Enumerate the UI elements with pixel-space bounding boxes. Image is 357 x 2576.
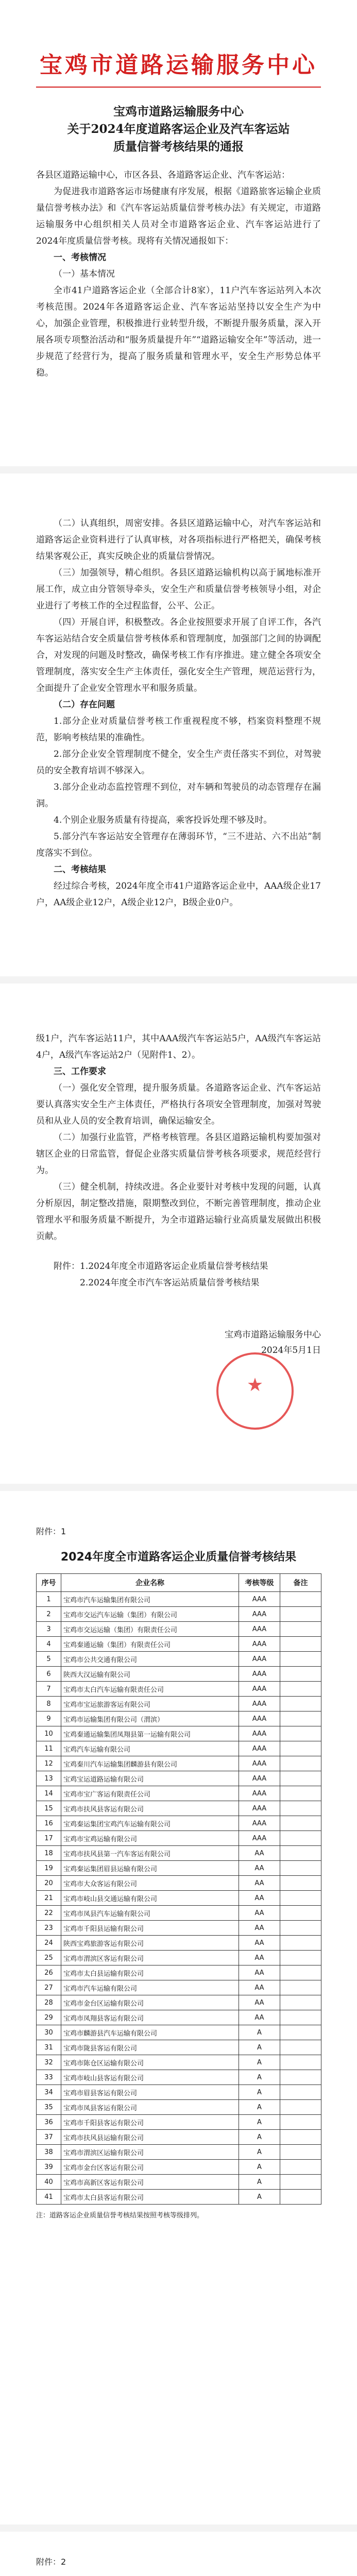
paragraph-3: （三）加强领导，精心组织。各县区道路运输机构以高于属地标准开展工作，成立由分管领导牵头，安全生产和质量信誉考核领导小组，对企业进行了考核工作的全过程监督，公平、公正。 [36, 568, 321, 611]
row-grade: A [239, 2130, 280, 2145]
row-remark [280, 1801, 321, 1816]
row-grade: AA [239, 1891, 280, 1906]
table-row [37, 1622, 321, 1637]
row-remark [280, 1756, 321, 1771]
row-name: 宝鸡秦运集团宝鸡汽车运输有限公司 [61, 1816, 239, 1831]
row-name: 宝鸡市凤翔县客运有限公司 [61, 2010, 239, 2025]
row-number: 15 [37, 1801, 61, 1816]
row-remark [280, 2160, 321, 2175]
row-number: 6 [37, 1667, 61, 1682]
row-name: 宝鸡市太白县运输有限公司 [61, 1965, 239, 1980]
annex-1-label: 附件：1 [36, 1527, 66, 1536]
row-remark [280, 2145, 321, 2160]
table-row [37, 1951, 321, 1965]
row-remark [280, 2010, 321, 2025]
row-grade: A [239, 2115, 280, 2130]
signature-org: 宝鸡市道路运输服务中心 [225, 1330, 321, 1340]
row-name: 宝鸡市太白县客运有限公司 [61, 2190, 239, 2205]
row-number: 22 [37, 1906, 61, 1921]
table-row [37, 1861, 321, 1876]
paragraph-1: 全市41户道路客运企业（全部合计8家），11户汽车客运站列入本次考核范围。2024年各道路客运企业、汽车客运站坚持以安全生产为中心，加强企业管理，积极推进行业转型升级，不断提升服务质量，深入开展各项专项整治活动和“服务质量提升年”“道路运输安全年”等活动，进一步规范了经营行为，提高了服务质量和管理水平，安全生产形势总体平稳。 [36, 285, 321, 378]
row-number: 16 [37, 1816, 61, 1831]
paragraph-6: 级1户，汽车客运站11户，其中AAA级汽车客运站5户，AA级汽车客运站4户，A级汽车客运站2户（见附件1、2）。 [36, 1033, 321, 1060]
row-grade: AAA [239, 1682, 280, 1697]
row-number: 32 [37, 2055, 61, 2070]
row-number: 17 [37, 1831, 61, 1846]
row-grade: AA [239, 1965, 280, 1980]
problem-3: 3.部分企业动态监控管理不到位，对车辆和驾驶员的动态管理存在漏洞。 [36, 782, 321, 809]
row-name: 宝鸡市运输集团有限公司（渭滨） [61, 1711, 239, 1726]
row-remark [280, 1891, 321, 1906]
row-remark [280, 1682, 321, 1697]
row-number: 5 [37, 1652, 61, 1667]
row-remark [280, 1726, 321, 1741]
row-remark [280, 1652, 321, 1667]
masthead-rule [36, 87, 321, 88]
row-number: 3 [37, 1622, 61, 1637]
row-name: 宝鸡市交运运输（集团）有限责任公司 [61, 1622, 239, 1637]
table-row [37, 1965, 321, 1980]
masthead: 宝鸡市道路运输服务中心 [40, 52, 317, 78]
paragraph-4: （四）开展自评，积极整改。各企业按照要求开展了自评工作，各汽车客运站结合安全质量信誉考核体系和管理制度，加强部门之间的协调配合，对发现的问题及时整改，确保考核工作有序推进。建立健全各项安全管理制度，落实安全生产主体责任，强化安全生产管理，规范运营行为，全面提升了企业安全管理水平和服务质量。 [36, 617, 321, 693]
notice-page-2 [36, 515, 321, 911]
row-number: 13 [37, 1771, 61, 1786]
row-name: 宝鸡市宝广客运有限责任公司 [61, 1786, 239, 1801]
row-name: 宝鸡市陈仓区运输有限公司 [61, 2055, 239, 2070]
row-remark [280, 1980, 321, 1995]
row-number: 30 [37, 2025, 61, 2040]
row-number: 18 [37, 1846, 61, 1861]
row-grade: AA [239, 1995, 280, 2010]
attachment-line-1: 附件：1.2024年度全市道路客运企业质量信誉考核结果 [54, 1261, 268, 1272]
row-number: 8 [37, 1697, 61, 1711]
page-separator [0, 976, 357, 984]
row-name: 宝鸡市金台区运输有限公司 [61, 1995, 239, 2010]
requirement-3: （三）健全机制，持续改进。各企业要针对考核中发现的问题，认真分析原因，制定整改措施，限期整改到位，不断完善管理制度，推动企业管理水平和服务质量不断提升，为全市道路运输行业高质量发展做出积极贡献。 [36, 1182, 321, 1242]
row-grade: AA [239, 1936, 280, 1951]
table-row [37, 2175, 321, 2190]
intro-paragraph: 为促进我市道路客运市场健康有序发展，根据《道路旅客运输企业质量信誉考核办法》和《汽车客运站质量信誉考核办法》有关规定，市道路运输服务中心组织相关人员对全市道路客运企业、汽车客运站进行了2024年度质量信誉考核。现将有关情况通报如下： [36, 187, 321, 246]
row-name: 宝鸡市凤县汽车运输有限公司 [61, 1906, 239, 1921]
header-cell: 备注 [280, 1574, 321, 1592]
row-grade: AAA [239, 1697, 280, 1711]
problem-1: 1.部分企业对质量信誉考核工作重视程度不够，档案资料整理不规范，影响考核结果的准确性。 [36, 716, 321, 743]
row-grade: AAA [239, 1786, 280, 1801]
problem-2: 2.部分企业安全管理制度不健全，安全生产责任落实不到位，对驾驶员的安全教育培训不够深入。 [36, 749, 321, 776]
table-row [37, 2100, 321, 2115]
table-row [37, 1891, 321, 1906]
row-name: 宝鸡汽车运输有限公司 [61, 1741, 239, 1756]
table-row [37, 2160, 321, 2175]
table-row [37, 1786, 321, 1801]
subsection-heading-1-1: （一）基本情况 [54, 269, 115, 279]
row-grade: AAA [239, 1711, 280, 1726]
row-remark [280, 1697, 321, 1711]
table-row [37, 1607, 321, 1622]
requirement-2: （二）加强行业监管，严格考核管理。各县区道路运输机构要加强对辖区企业的日常监管，督促企业落实质量信誉考核各项要求，规范经营行为。 [36, 1132, 321, 1176]
table-row [37, 1771, 321, 1786]
row-grade: AAA [239, 1741, 280, 1756]
row-remark [280, 1965, 321, 1980]
table-row [37, 1936, 321, 1951]
table-row [37, 1995, 321, 2010]
subsection-heading-1-2: （二）存在问题 [54, 700, 115, 710]
section-heading-1: 一、考核情况 [54, 252, 106, 263]
row-grade: A [239, 2085, 280, 2100]
table-row [37, 1816, 321, 1831]
row-number: 41 [37, 2190, 61, 2205]
row-grade: A [239, 2025, 280, 2040]
row-grade: A [239, 2160, 280, 2175]
row-remark [280, 2175, 321, 2190]
table-row [37, 1682, 321, 1697]
table-row [37, 2190, 321, 2205]
row-name: 陕西大汉运输有限公司 [61, 1667, 239, 1682]
page-separator [0, 2524, 357, 2532]
table-row [37, 1667, 321, 1682]
row-grade: AA [239, 1951, 280, 1965]
row-name: 宝鸡市渭滨区运输有限公司 [61, 2145, 239, 2160]
row-remark [280, 2085, 321, 2100]
row-number: 33 [37, 2070, 61, 2085]
row-remark [280, 1816, 321, 1831]
row-remark [280, 1622, 321, 1637]
row-number: 37 [37, 2130, 61, 2145]
table-row [37, 2040, 321, 2055]
table-row [37, 1801, 321, 1816]
row-remark [280, 2100, 321, 2115]
table-row [37, 1637, 321, 1652]
table-row [37, 1652, 321, 1667]
row-grade: AAA [239, 1622, 280, 1637]
table-row [37, 2055, 321, 2070]
row-number: 26 [37, 1965, 61, 1980]
row-grade: AA [239, 1906, 280, 1921]
table-row [37, 2025, 321, 2040]
notice-page-1 [36, 103, 321, 381]
row-grade: A [239, 2070, 280, 2085]
row-grade: AA [239, 1921, 280, 1936]
row-number: 34 [37, 2085, 61, 2100]
attachment-line-2: 2.2024年度全市汽车客运站质量信誉考核结果 [80, 1278, 260, 1288]
row-grade: AAA [239, 1652, 280, 1667]
row-number: 2 [37, 1607, 61, 1622]
table-row [37, 2085, 321, 2100]
row-grade: A [239, 2175, 280, 2190]
table-row [37, 1831, 321, 1846]
row-name: 宝鸡市陇县客运有限公司 [61, 2040, 239, 2055]
row-name: 宝鸡市扶风县运输有限公司 [61, 2130, 239, 2145]
row-remark [280, 1592, 321, 1607]
row-remark [280, 1876, 321, 1891]
row-grade: AA [239, 2010, 280, 2025]
row-name: 宝鸡秦运集团眉县运输有限公司 [61, 1861, 239, 1876]
row-grade: AA [239, 1876, 280, 1891]
row-name: 宝鸡市岐山县交通运输有限公司 [61, 1891, 239, 1906]
table-header-row [37, 1574, 321, 1592]
row-number: 9 [37, 1711, 61, 1726]
row-number: 31 [37, 2040, 61, 2055]
notice-page-3 [36, 1030, 321, 1358]
table-row [37, 2010, 321, 2025]
header-cell: 序号 [37, 1574, 61, 1592]
row-grade: A [239, 2040, 280, 2055]
row-remark [280, 1906, 321, 1921]
row-grade: AA [239, 1846, 280, 1861]
row-number: 14 [37, 1786, 61, 1801]
row-number: 19 [37, 1861, 61, 1876]
row-name: 宝鸡市交运汽车运输（集团）有限公司 [61, 1607, 239, 1622]
row-name: 宝鸡市扶风县客运有限公司 [61, 1801, 239, 1816]
table-row [37, 1906, 321, 1921]
requirement-1: （一）强化安全管理，提升服务质量。各道路客运企业、汽车客运站要认真落实安全生产主体责任，严格执行各项安全管理制度，加强对驾驶员和从业人员的安全教育培训，确保运输安全。 [36, 1083, 321, 1126]
paragraph-5: 经过综合考核，2024年度全市41户道路客运企业中，AAA级企业17户，AA级企业12户，A级企业12户，B级企业0户。 [36, 881, 321, 908]
row-number: 28 [37, 1995, 61, 2010]
addressee: 各县区道路运输中心，市区各县、各道路客运企业、汽车客运站： [36, 170, 290, 180]
table-row [37, 1876, 321, 1891]
row-grade: A [239, 2055, 280, 2070]
row-name: 宝鸡市公共交通有限公司 [61, 1652, 239, 1667]
row-remark [280, 2130, 321, 2145]
table-row [37, 1980, 321, 1995]
row-name: 宝鸡市宝运旅游客运有限公司 [61, 1697, 239, 1711]
row-grade: AAA [239, 1816, 280, 1831]
row-remark [280, 1831, 321, 1846]
row-name: 宝鸡秦通运输（集团）有限责任公司 [61, 1637, 239, 1652]
row-name: 陕西宝鸡旅游客运有限公司 [61, 1936, 239, 1951]
row-name: 宝鸡市扶风县第一汽车客运有限公司 [61, 1846, 239, 1861]
row-grade: AAA [239, 1756, 280, 1771]
row-number: 25 [37, 1951, 61, 1965]
row-name: 宝鸡市千阳县运输有限公司 [61, 1921, 239, 1936]
title-line-1: 关于2024年度道路客运企业及汽车客运站 [67, 122, 290, 136]
row-name: 宝鸡市麟游县汽车运输有限公司 [61, 2025, 239, 2040]
row-remark [280, 1861, 321, 1876]
page-separator [0, 1484, 357, 1491]
row-remark [280, 2070, 321, 2085]
row-grade: AAA [239, 1637, 280, 1652]
row-remark [280, 1951, 321, 1965]
row-grade: A [239, 2145, 280, 2160]
row-remark [280, 1786, 321, 1801]
row-grade: A [239, 2190, 280, 2205]
signature-date: 2024年5月1日 [261, 1345, 321, 1355]
annex-1-title: 2024年度全市道路客运企业质量信誉考核结果 [60, 1551, 297, 1564]
row-remark [280, 1667, 321, 1682]
row-number: 39 [37, 2160, 61, 2175]
row-name: 宝鸡市金台区客运有限公司 [61, 2160, 239, 2175]
row-grade: AA [239, 1861, 280, 1876]
table-row [37, 1846, 321, 1861]
row-remark [280, 1607, 321, 1622]
table-row [37, 1711, 321, 1726]
row-name: 宝鸡市汽车运输有限公司 [61, 1980, 239, 1995]
row-name: 宝鸡市汽车运输集团有限公司 [61, 1592, 239, 1607]
row-remark [280, 1995, 321, 2010]
header-cell: 企业名称 [61, 1574, 239, 1592]
row-name: 宝鸡市宝鸡运输有限公司 [61, 1831, 239, 1846]
table-row [37, 1741, 321, 1756]
table-row [37, 1592, 321, 1607]
row-number: 27 [37, 1980, 61, 1995]
row-number: 11 [37, 1741, 61, 1756]
row-number: 40 [37, 2175, 61, 2190]
row-number: 24 [37, 1936, 61, 1951]
row-remark [280, 2025, 321, 2040]
row-number: 10 [37, 1726, 61, 1741]
row-name: 宝鸡市千阳县客运有限公司 [61, 2115, 239, 2130]
row-remark [280, 2190, 321, 2205]
row-name: 宝鸡市眉县客运有限公司 [61, 2085, 239, 2100]
problem-4: 4.个别企业服务质量有待提高，乘客投诉处理不够及时。 [54, 815, 273, 825]
row-grade: AAA [239, 1592, 280, 1607]
annex-1-note: 注：道路客运企业质量信誉考核结果按照考核等级排列。 [36, 2212, 204, 2219]
annex-2-label: 附件：2 [36, 2557, 66, 2567]
row-remark [280, 1711, 321, 1726]
issuer-line: 宝鸡市道路运输服务中心 [113, 105, 244, 118]
title-line-2: 质量信誉考核结果的通报 [113, 140, 244, 154]
annex-1-page [36, 1525, 321, 2219]
row-remark [280, 2115, 321, 2130]
row-name: 宝鸡市太白汽车运输有限责任公司 [61, 1682, 239, 1697]
table-row [37, 1921, 321, 1936]
row-grade: AAA [239, 1771, 280, 1786]
row-remark [280, 1936, 321, 1951]
row-number: 4 [37, 1637, 61, 1652]
row-number: 36 [37, 2115, 61, 2130]
row-number: 20 [37, 1876, 61, 1891]
row-name: 宝鸡市渭滨区客运有限公司 [61, 1951, 239, 1965]
row-number: 21 [37, 1891, 61, 1906]
row-number: 35 [37, 2100, 61, 2115]
header-cell: 考核等级 [239, 1574, 280, 1592]
row-grade: AAA [239, 1801, 280, 1816]
row-number: 38 [37, 2145, 61, 2160]
row-name: 宝鸡市大众客运有限公司 [61, 1876, 239, 1891]
table-row [37, 1756, 321, 1771]
row-name: 宝鸡市高新区客运有限公司 [61, 2175, 239, 2190]
row-remark [280, 2055, 321, 2070]
table-row [37, 2115, 321, 2130]
table-row [37, 1726, 321, 1741]
paragraph-2: （二）认真组织，周密安排。各县区道路运输中心，对汽车客运站和道路客运企业资料进行了认真审核，对各项指标进行严格把关，确保考核结果客观公正，真实反映企业的质量信誉情况。 [36, 518, 321, 562]
row-name: 宝鸡宝运道路运输有限公司 [61, 1771, 239, 1786]
table-row [37, 2070, 321, 2085]
table-row [37, 2130, 321, 2145]
row-name: 宝鸡市凤县客运有限公司 [61, 2100, 239, 2115]
row-number: 7 [37, 1682, 61, 1697]
annex-2-page [36, 2555, 321, 2576]
row-name: 宝鸡秦川汽车运输集团麟游县有限公司 [61, 1756, 239, 1771]
row-grade: AAA [239, 1607, 280, 1622]
problem-5: 5.部分汽车客运站安全管理存在薄弱环节，“三不进站、六不出站”制度落实不到位。 [36, 832, 321, 858]
section-heading-2: 二、考核结果 [54, 865, 106, 875]
table-row [37, 2145, 321, 2160]
row-grade: AAA [239, 1726, 280, 1741]
row-grade: AAA [239, 1667, 280, 1682]
row-number: 23 [37, 1921, 61, 1936]
official-seal-icon: ★ [216, 1352, 294, 1430]
page-separator [0, 466, 357, 473]
row-name: 宝鸡市岐山县客运有限公司 [61, 2070, 239, 2085]
row-remark [280, 1771, 321, 1786]
row-number: 12 [37, 1756, 61, 1771]
annex-1-table [36, 1573, 321, 2205]
section-heading-3: 三、工作要求 [54, 1066, 106, 1077]
row-remark [280, 1637, 321, 1652]
table-row [37, 1697, 321, 1711]
row-remark [280, 2040, 321, 2055]
row-name: 宝鸡秦通运输集团凤翔县第一运输有限公司 [61, 1726, 239, 1741]
row-remark [280, 1741, 321, 1756]
row-grade: AA [239, 1980, 280, 1995]
row-remark [280, 1846, 321, 1861]
row-grade: A [239, 2100, 280, 2115]
row-grade: AAA [239, 1831, 280, 1846]
row-number: 29 [37, 2010, 61, 2025]
row-number: 1 [37, 1592, 61, 1607]
row-remark [280, 1921, 321, 1936]
